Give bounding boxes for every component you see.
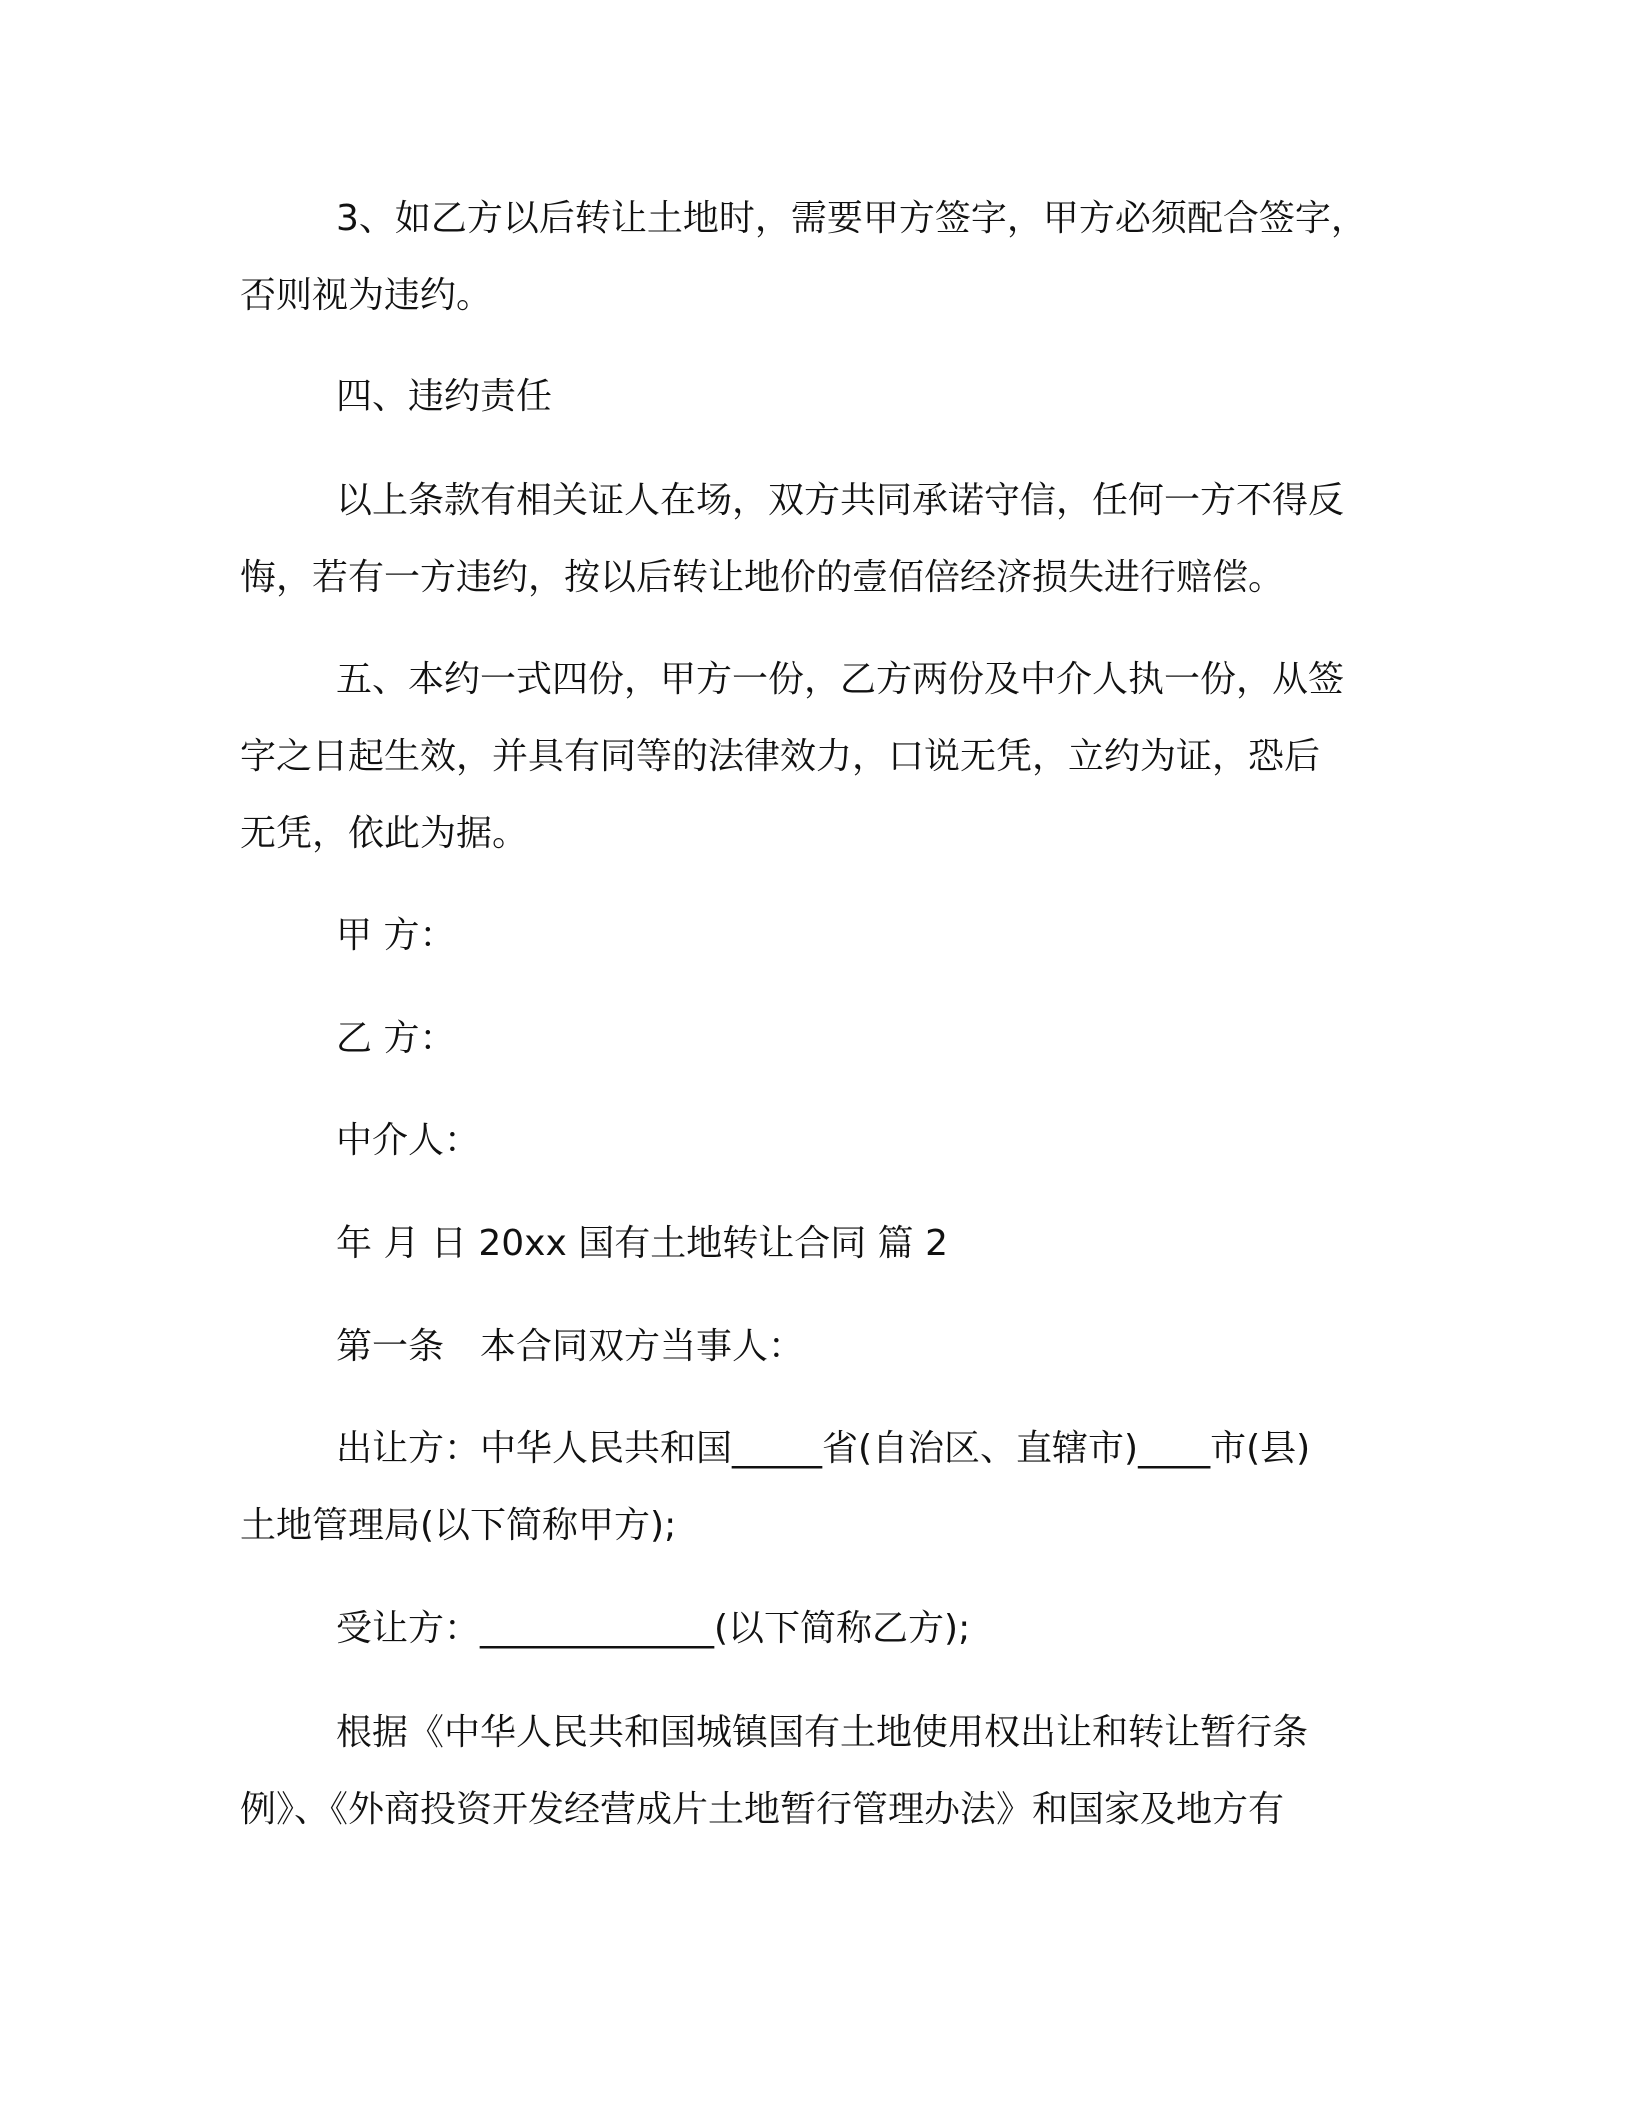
transferor-paragraph	[240, 1410, 1420, 1564]
paragraph-line: 乙 方：	[336, 1018, 456, 1059]
paragraph-line: 以上条款有相关证人在场，双方共同承诺守信，任何一方不得反	[336, 480, 1345, 521]
paragraph-line: 3、如乙方以后转让土地时，需要甲方签字，甲方必须配合签字，	[336, 198, 1367, 239]
paragraph-line: 年 月 日 20xx 国有土地转让合同 篇 2	[336, 1223, 948, 1264]
intermediary-signature-line	[240, 1102, 1420, 1179]
paragraph-line: 受让方：_____________(以下简称乙方);	[336, 1608, 971, 1649]
paragraph-line: 土地管理局(以下简称甲方);	[240, 1505, 677, 1546]
section-2-title	[240, 1205, 1420, 1282]
paragraph-line: 四、违约责任	[336, 376, 553, 417]
section-5-paragraph	[240, 641, 1420, 872]
section-4-heading	[240, 358, 1420, 435]
paragraph-line: 例》、《外商投资开发经营成片土地暂行管理办法》和国家及地方有	[240, 1789, 1285, 1830]
paragraph-line: 否则视为违约。	[240, 275, 493, 316]
paragraph-line: 甲 方：	[336, 915, 456, 956]
paragraph-line: 五、本约一式四份，甲方一份，乙方两份及中介人执一份，从签	[336, 659, 1345, 700]
paragraph-line: 无凭，依此为据。	[240, 813, 529, 854]
clause-3-paragraph	[240, 180, 1420, 334]
article-1-heading	[240, 1308, 1420, 1385]
party-a-signature-line	[240, 897, 1420, 974]
paragraph-line: 悔，若有一方违约，按以后转让地价的壹佰倍经济损失进行赔偿。	[240, 557, 1285, 598]
legal-basis-paragraph	[240, 1694, 1420, 1848]
paragraph-line: 出让方：中华人民共和国_____省(自治区、直辖市)____市(县)	[336, 1428, 1311, 1469]
paragraph-line: 第一条 本合同双方当事人：	[336, 1326, 805, 1367]
transferee-paragraph	[240, 1590, 1420, 1667]
paragraph-line: 字之日起生效，并具有同等的法律效力，口说无凭，立约为证，恐后	[240, 736, 1321, 777]
paragraph-line: 根据《中华人民共和国城镇国有土地使用权出让和转让暂行条	[336, 1712, 1309, 1753]
party-b-signature-line	[240, 1000, 1420, 1077]
paragraph-line: 中介人：	[336, 1120, 481, 1161]
breach-liability-paragraph	[240, 462, 1420, 616]
